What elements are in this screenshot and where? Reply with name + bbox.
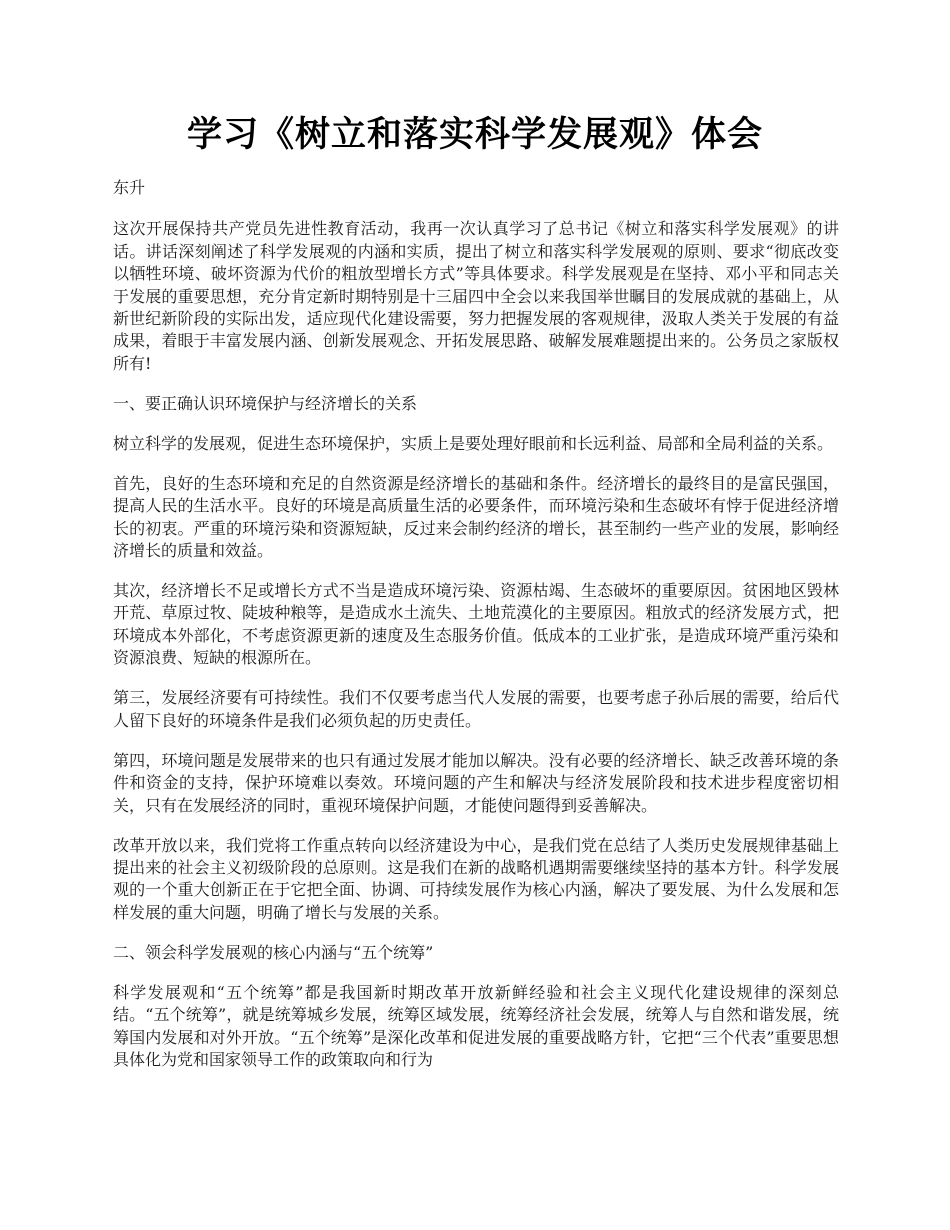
- paragraph: 树立科学的发展观，促进生态环境保护，实质上是要处理好眼前和长远利益、局部和全局利益的关系。: [113, 433, 834, 453]
- paragraph: 第三，发展经济要有可持续性。我们不仅要考虑当代人发展的需要，也要考虑子孙后展的需要，给后代人留下良好的环境条件是我们必须负起的历史责任。: [113, 688, 839, 730]
- paragraph-intro: 这次开展保持共产党员先进性教育活动，我再一次认真学习了总书记《树立和落实科学发展观》的讲话。讲话深刻阐述了科学发展观的内涵和实质，提出了树立和落实科学发展观的原则、要求“彻底改变以牺牲环境、破坏资源为代价的粗放型增长方式”等具体要求。科学发展观是在坚持、邓小平和同志关于发展的重要思想，充分肯定新时期特别是十三届四中全会以来我国举世瞩目的发展成就的基础上，从新世纪新阶段的实际出发，适应现代化建设需要，努力把握发展的客观规律，汲取人类关于发展的有益成果，着眼于丰富发展内涵、创新发展观念、开拓发展思路、破解发展难题提出来的。公务员之家版权所有!: [113, 219, 839, 373]
- paragraph: 改革开放以来，我们党将工作重点转向以经济建设为中心，是我们党在总结了人类历史发展规律基础上提出来的社会主义初级阶段的总原则。这是我们在新的战略机遇期需要继续坚持的基本方针。科学发展观的一个重大创新正在于它把全面、协调、可持续发展作为核心内涵，解决了要发展、为什么发展和怎样发展的重大问题，明确了增长与发展的关系。: [113, 835, 839, 922]
- paragraph: 其次，经济增长不足或增长方式不当是造成环境污染、资源枯竭、生态破坏的重要原因。贫困地区毁林开荒、草原过牧、陡坡种粮等，是造成水土流失、土地荒漠化的主要原因。粗放式的经济发展方式，把环境成本外部化，不考虑资源更新的速度及生态服务价值。低成本的工业扩张，是造成环境严重污染和资源浪费、短缺的根源所在。: [113, 581, 839, 668]
- document-title: 学习《树立和落实科学发展观》体会: [186, 114, 763, 155]
- section-heading-1: 一、要正确认识环境保护与经济增长的关系: [113, 393, 418, 413]
- paragraph: 首先，良好的生态环境和充足的自然资源是经济增长的基础和条件。经济增长的最终目的是富民强国，提高人民的生活水平。良好的环境是高质量生活的必要条件，而环境污染和生态破坏有悖于促进经济增长的初衷。严重的环境污染和资源短缺，反过来会制约经济的增长，甚至制约一些产业的发展，影响经济增长的质量和效益。: [113, 473, 839, 561]
- section-heading-2: 二、领会科学发展观的核心内涵与“五个统筹”: [113, 942, 434, 962]
- document-body: [113, 177, 839, 1089]
- paragraph: 科学发展观和“五个统筹”都是我国新时期改革开放新鲜经验和社会主义现代化建设规律的深刻总结。“五个统筹”，就是统筹城乡发展，统筹区域发展，统筹经济社会发展，统筹人与自然和谐发展，统筹国内发展和对外开放。“五个统筹”是深化改革和促进发展的重要战略方针，它把“三个代表”重要思想具体化为党和国家领导工作的政策取向和行为: [113, 982, 839, 1069]
- paragraph: 第四，环境问题是发展带来的也只有通过发展才能加以解决。没有必要的经济增长、缺乏改善环境的条件和资金的支持，保护环境难以奏效。环境问题的产生和解决与经济发展阶段和技术进步程度密切相关，只有在发展经济的同时，重视环境保护问题，才能使问题得到妥善解决。: [113, 750, 839, 815]
- author-name: 东升: [113, 178, 146, 197]
